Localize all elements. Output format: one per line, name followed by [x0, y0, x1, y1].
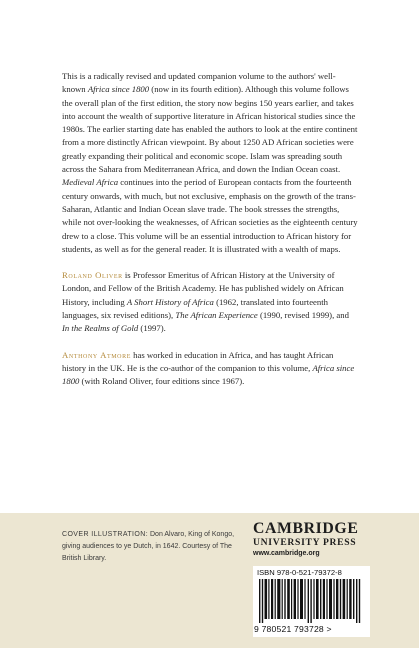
- author-name-atmore: Anthony Atmore: [62, 349, 131, 360]
- isbn-barcode-box: [253, 566, 370, 637]
- book-title: The African Experience: [175, 310, 258, 321]
- barcode-icon: [259, 579, 363, 623]
- isbn-digits: 9 780521 793728 >: [254, 624, 332, 634]
- book-title: In the Realms of Gold: [62, 323, 139, 334]
- blurb-column: [62, 70, 358, 402]
- blurb-title-ref: Africa since 1800: [87, 84, 150, 95]
- publisher-url: www.cambridge.org: [253, 550, 320, 557]
- isbn-label: ISBN 978-0-521-79372-8: [257, 568, 342, 577]
- publisher-logo: [253, 521, 373, 559]
- blurb-text: (now in its fourth edition). Although this volume follows the overall plan of the first edition, the story now begins 150 years earlier, and takes into account the wealth of supportive literature in African historical studies since the 1980s. The earlier starting date has enabled the authors to look at the entire continent from a more distinctly African viewpoint. By about 1250 AD African societies were greatly expanding their political and economic scope. Islam was spreading south across the Sahara from Mediterranean Africa, and down the Indian Ocean coast.: [62, 84, 358, 175]
- bio-text: (with Roland Oliver, four editions since 1967).: [79, 376, 245, 387]
- blurb-title-ref: Medieval Africa: [62, 177, 119, 188]
- blurb-paragraph: [62, 70, 358, 256]
- credit-label: COVER ILLUSTRATION:: [62, 531, 149, 538]
- author-bio-oliver: [62, 269, 358, 335]
- book-title: Africa since 1800: [62, 362, 355, 387]
- bio-text: is Professor Emeritus of African History at the University of London, and Fellow of the British Academy. He has published widely on African History, including: [62, 270, 344, 307]
- author-name-oliver: Roland Oliver: [62, 270, 123, 281]
- bio-text: (1997).: [138, 323, 166, 334]
- cover-illustration-credit: [62, 529, 242, 565]
- book-title: A Short History of Africa: [126, 296, 214, 307]
- bio-text: (1990, revised 1999), and: [257, 310, 349, 321]
- bio-text: has worked in education in Africa, and has taught African history in the UK. He is the co-author of the companion to this volume,: [62, 349, 334, 373]
- blurb-text: This is a radically revised and updated companion volume to the authors' well-known: [62, 71, 336, 95]
- author-bio-atmore: [62, 349, 358, 389]
- publisher-subname: UNIVERSITY PRESS: [253, 537, 357, 548]
- publisher-name: CAMBRIDGE: [253, 520, 359, 537]
- credit-text: Don Alvaro, King of Kongo, giving audiences to ye Dutch, in 1642. Courtesy of The British Library.: [62, 531, 235, 562]
- bio-text: (1962, translated into fourteenth languages, six revised editions),: [62, 296, 329, 321]
- blurb-text: continues into the period of European contacts from the fourteenth century onwards, with much, but not exclusive, emphasis on the growth of the trans-Saharan, Atlantic and Indian Ocean slave trade. The book stresses the strengths, while not over-looking the weaknesses, of African societies as the eighteenth century drew to a close. This volume will be an essential introduction to African history for students, as well as for the general reader. It is illustrated with a wealth of maps.: [62, 177, 358, 254]
